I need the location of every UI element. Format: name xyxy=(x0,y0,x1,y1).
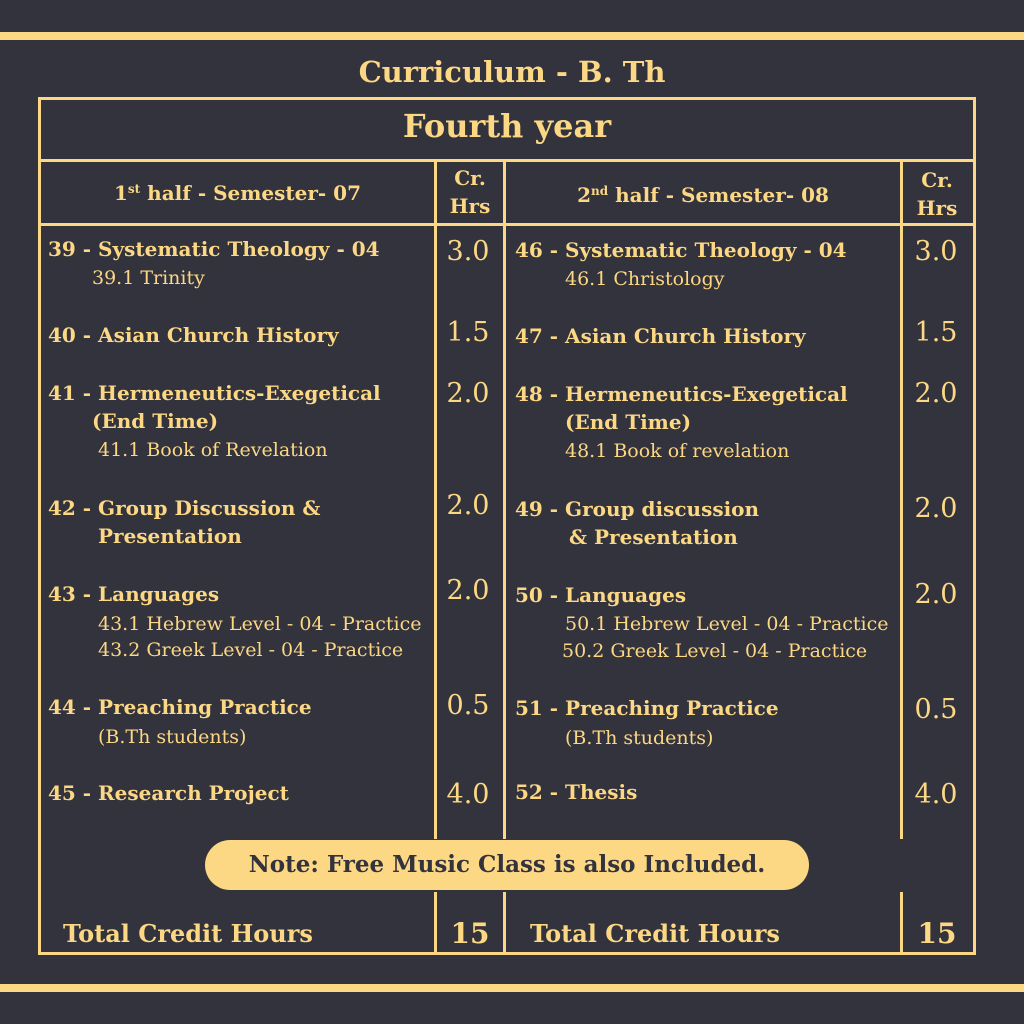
cr-label: Cr. xyxy=(454,166,486,190)
course-subtopic: 41.1 Book of Revelation xyxy=(98,439,328,461)
semester-07-total-value: 15 xyxy=(450,917,490,950)
course-subtopic: (B.Th students) xyxy=(565,727,714,749)
course-credits: 1.5 xyxy=(914,317,958,348)
header-divider xyxy=(38,223,976,226)
course-title-line2: (End Time) xyxy=(92,409,219,433)
year-divider xyxy=(38,159,976,162)
course-credits: 4.0 xyxy=(446,779,490,810)
course-title: 41 - Hermeneutics-Exegetical xyxy=(48,381,381,405)
semester-07-ordinal-suffix: st xyxy=(127,182,141,196)
semester-08-cr-header xyxy=(903,166,971,222)
course-subtopic: 48.1 Book of revelation xyxy=(565,440,790,462)
hrs-label: Hrs xyxy=(449,194,491,218)
course-title: 39 - Systematic Theology - 04 xyxy=(48,237,380,261)
course-credits: 0.5 xyxy=(914,694,958,725)
page-title: Curriculum - B. Th xyxy=(358,55,666,89)
course-credits: 3.0 xyxy=(446,236,490,267)
course-title: 50 - Languages xyxy=(515,583,687,607)
course-title: 40 - Asian Church History xyxy=(48,323,339,347)
course-credits: 2.0 xyxy=(914,378,958,409)
table-border-bottom xyxy=(38,952,976,955)
course-title-line2: Presentation xyxy=(98,524,242,548)
course-subtopic: 46.1 Christology xyxy=(565,268,725,290)
course-title-line2: & Presentation xyxy=(569,525,738,549)
course-title: 44 - Preaching Practice xyxy=(48,695,312,719)
course-title: 49 - Group discussion xyxy=(515,497,760,521)
course-credits: 4.0 xyxy=(914,779,958,810)
course-credits: 2.0 xyxy=(446,575,490,606)
course-title: 46 - Systematic Theology - 04 xyxy=(515,238,847,262)
course-credits: 2.0 xyxy=(914,579,958,610)
course-subtopic: 43.1 Hebrew Level - 04 - Practice xyxy=(98,613,422,635)
bottom-band xyxy=(0,984,1024,992)
table-border-top xyxy=(38,97,976,100)
course-title: 45 - Research Project xyxy=(48,781,289,805)
course-title: 48 - Hermeneutics-Exegetical xyxy=(515,382,848,406)
year-heading: Fourth year xyxy=(402,107,612,145)
course-subtopic: 43.2 Greek Level - 04 - Practice xyxy=(98,639,404,661)
semester-08-header xyxy=(506,181,900,209)
course-credits: 1.5 xyxy=(446,317,490,348)
course-subtopic: 50.1 Hebrew Level - 04 - Practice xyxy=(565,613,889,635)
semester-08-total-label: Total Credit Hours xyxy=(530,919,780,948)
course-credits: 2.0 xyxy=(446,490,490,521)
semester-08-total-value: 15 xyxy=(917,917,957,950)
course-credits: 0.5 xyxy=(446,690,490,721)
course-title: 52 - Thesis xyxy=(515,780,638,804)
course-title-line2: (End Time) xyxy=(565,410,692,434)
top-band xyxy=(0,32,1024,40)
course-credits: 3.0 xyxy=(914,236,958,267)
col-divider-2 xyxy=(503,159,506,839)
course-subtopic: 39.1 Trinity xyxy=(92,267,205,289)
cr-label: Cr. xyxy=(921,168,953,192)
semester-08-header-text: half - Semester- 08 xyxy=(608,183,829,207)
course-title: 43 - Languages xyxy=(48,582,220,606)
course-credits: 2.0 xyxy=(914,493,958,524)
course-subtopic: 50.2 Greek Level - 04 - Practice xyxy=(562,640,868,662)
semester-07-cr-header xyxy=(436,164,504,220)
course-title: 47 - Asian Church History xyxy=(515,324,806,348)
course-title: 51 - Preaching Practice xyxy=(515,696,779,720)
semester-08-ordinal-suffix: nd xyxy=(590,184,609,198)
music-class-note: Note: Free Music Class is also Included. xyxy=(205,840,809,890)
semester-08-ordinal: 2 xyxy=(577,183,591,207)
semester-07-header-text: half - Semester- 07 xyxy=(140,181,362,205)
course-credits: 2.0 xyxy=(446,378,490,409)
semester-07-ordinal: 1 xyxy=(113,181,128,205)
hrs-label: Hrs xyxy=(916,196,958,220)
semester-07-total-label: Total Credit Hours xyxy=(63,919,313,948)
course-title: 42 - Group Discussion & xyxy=(48,496,321,520)
semester-07-header xyxy=(41,179,434,207)
course-subtopic: (B.Th students) xyxy=(98,726,247,748)
